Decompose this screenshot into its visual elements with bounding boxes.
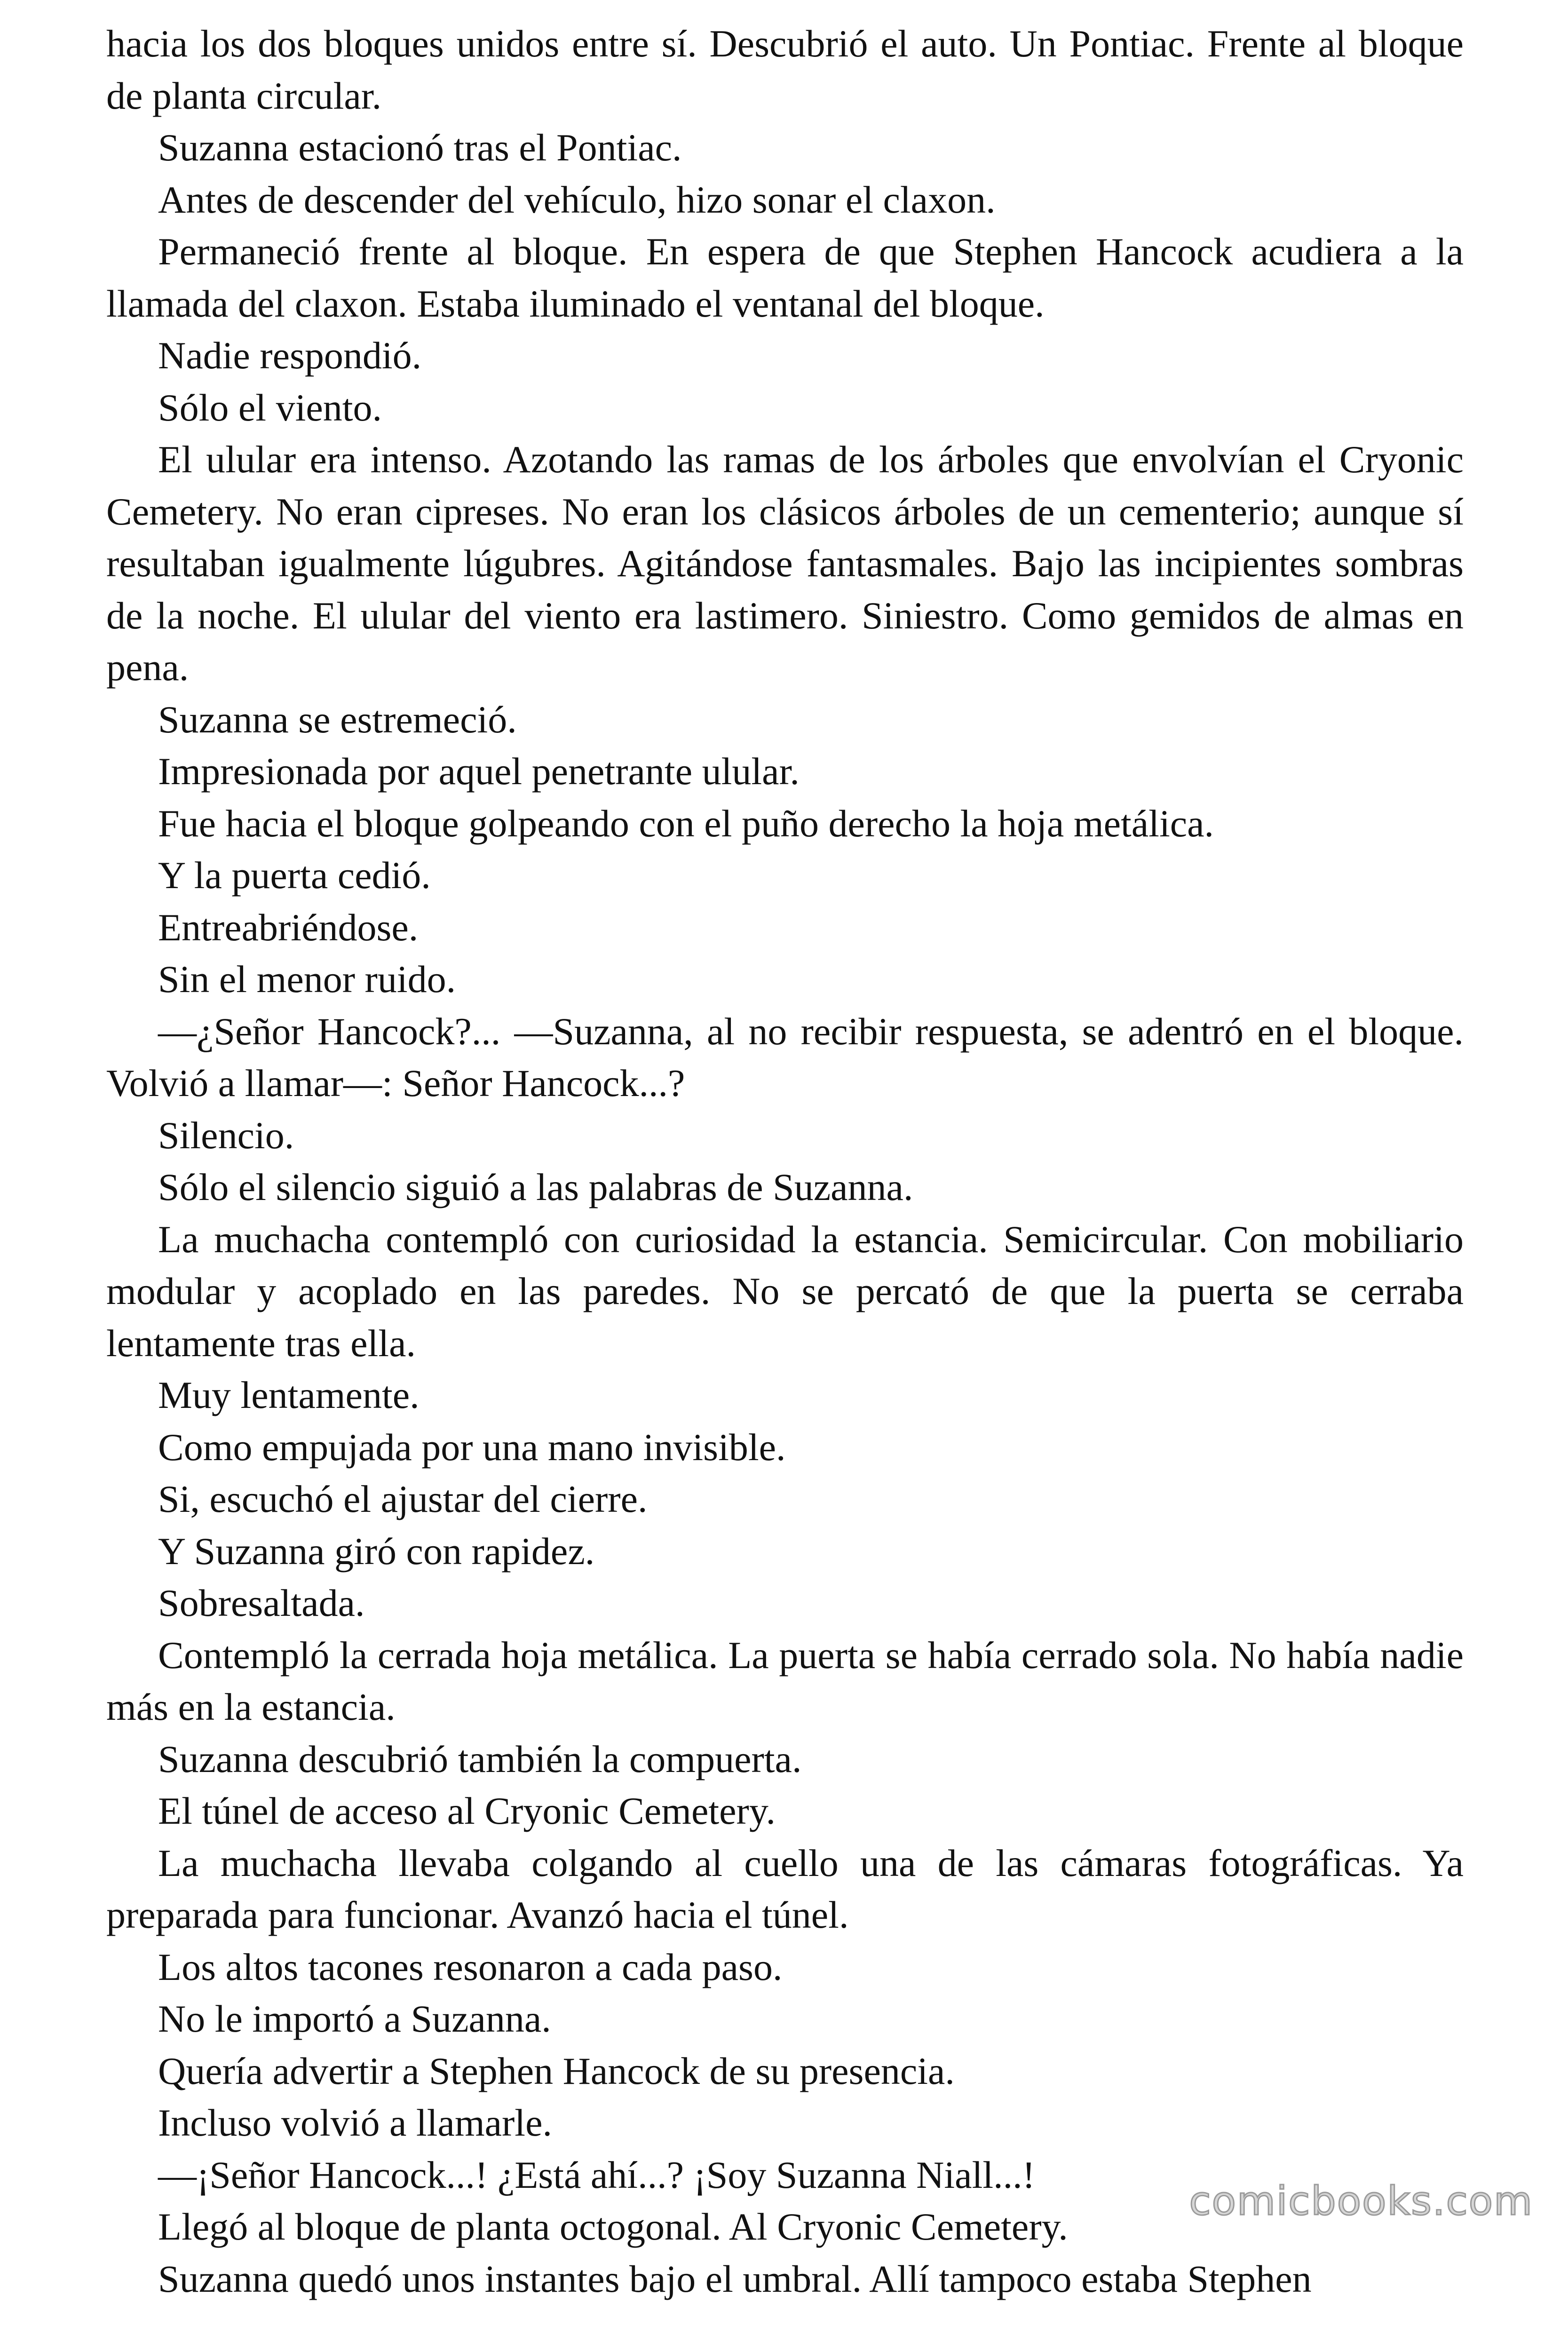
- paragraph: Si, escuchó el ajustar del cierre.: [158, 1478, 648, 1520]
- paragraph: Sólo el viento.: [158, 386, 382, 429]
- paragraph: Permaneció frente al bloque. En espera de que Stephen Hancock acudiera a la llamada del claxon. Estaba iluminado el ventanal del bloque.: [106, 230, 1464, 325]
- paragraph: —¿Señor Hancock?... —Suzanna, al no recibir respuesta, se adentró en el bloque. Volvió a llamar—: Señor Hancock...?: [106, 1009, 1464, 1104]
- paragraph: Incluso volvió a llamarle.: [158, 2101, 552, 2144]
- paragraph: Muy lentamente.: [158, 1374, 420, 1416]
- paragraph: Suzanna estacionó tras el Pontiac.: [158, 126, 682, 169]
- paragraph: Fue hacia el bloque golpeando con el puño derecho la hoja metálica.: [158, 802, 1214, 845]
- body-text: [106, 18, 1464, 2305]
- paragraph: Llegó al bloque de planta octogonal. Al Cryonic Cemetery.: [158, 2205, 1068, 2248]
- watermark: comicbooks.com: [1189, 2178, 1533, 2224]
- paragraph: Suzanna descubrió también la compuerta.: [158, 1737, 802, 1780]
- paragraph: El túnel de acceso al Cryonic Cemetery.: [158, 1789, 776, 1832]
- paragraph: Sin el menor ruido.: [158, 958, 456, 1001]
- paragraph: El ulular era intenso. Azotando las ramas de los árboles que envolvían el Cryonic Cemetery. No eran cipreses. No eran los clásicos árboles de un cementerio; aunque sí resultaban igualmente lúgubres. Agitándose fantasmales. Bajo las incipientes sombras de la noche. El ulular del viento era lastimero. Siniestro. Como gemidos de almas en pena.: [106, 438, 1464, 689]
- paragraph: Antes de descender del vehículo, hizo sonar el claxon.: [158, 178, 996, 221]
- paragraph: Y la puerta cedió.: [158, 854, 431, 897]
- paragraph: Sólo el silencio siguió a las palabras de Suzanna.: [158, 1166, 913, 1208]
- paragraph: Quería advertir a Stephen Hancock de su presencia.: [158, 2049, 955, 2092]
- paragraph: Y Suzanna giró con rapidez.: [158, 1529, 595, 1573]
- paragraph: hacia los dos bloques unidos entre sí. Descubrió el auto. Un Pontiac. Frente al bloque de planta circular.: [106, 22, 1464, 117]
- paragraph: La muchacha llevaba colgando al cuello una de las cámaras fotográficas. Ya preparada para funcionar. Avanzó hacia el túnel.: [106, 1841, 1464, 1936]
- paragraph: Nadie respondió.: [158, 334, 422, 377]
- paragraph: Como empujada por una mano invisible.: [158, 1425, 786, 1469]
- paragraph: Los altos tacones resonaron a cada paso.: [158, 1945, 783, 1988]
- paragraph: Suzanna quedó unos instantes bajo el umbral. Allí tampoco estaba Stephen: [158, 2257, 1312, 2300]
- paragraph: Suzanna se estremeció.: [158, 698, 517, 741]
- paragraph: La muchacha contempló con curiosidad la estancia. Semicircular. Con mobiliario modular y acoplado en las paredes. No se percató de que la puerta se cerraba lentamente tras ella.: [106, 1217, 1464, 1365]
- paragraph: Impresionada por aquel penetrante ulular.: [158, 750, 800, 793]
- paragraph: Silencio.: [158, 1113, 294, 1157]
- paragraph: Sobresaltada.: [158, 1581, 365, 1624]
- paragraph: Entreabriéndose.: [158, 906, 419, 949]
- paragraph: No le importó a Suzanna.: [158, 1997, 551, 2040]
- paragraph: —¡Señor Hancock...! ¿Está ahí...? ¡Soy Suzanna Niall...!: [158, 2153, 1035, 2196]
- paragraph: Contempló la cerrada hoja metálica. La puerta se había cerrado sola. No había nadie más en la estancia.: [106, 1633, 1464, 1728]
